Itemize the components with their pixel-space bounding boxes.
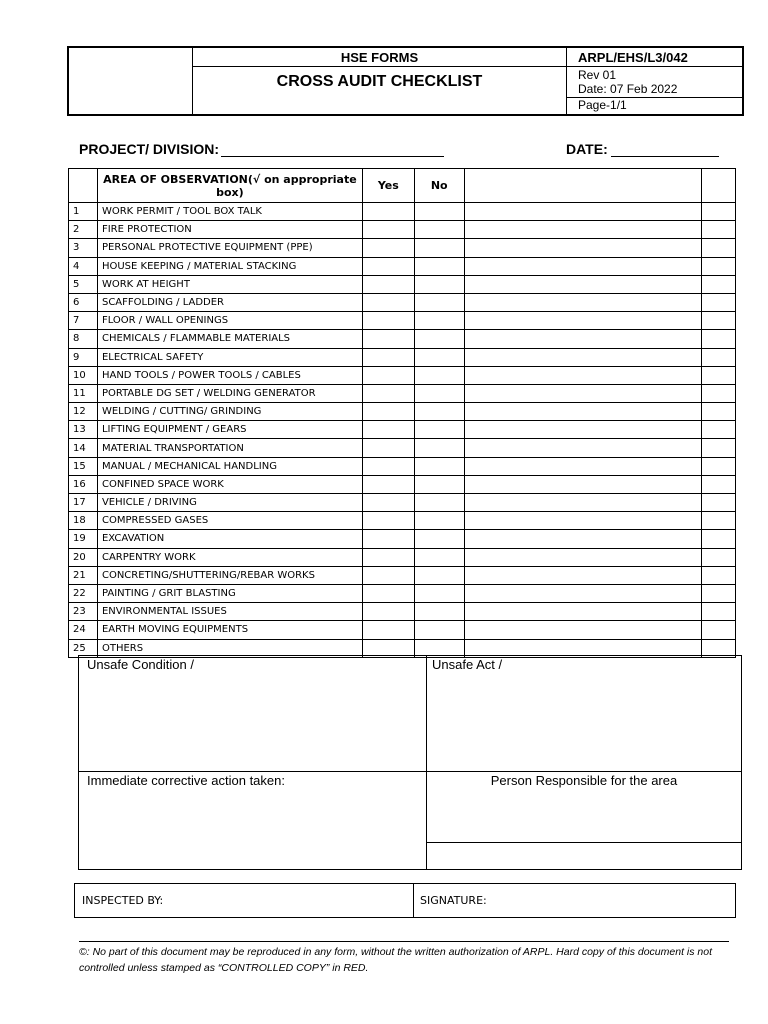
row-number: 24 [69,621,98,639]
project-division-field[interactable] [221,156,444,157]
extra-cell[interactable] [702,221,736,239]
no-checkbox[interactable] [414,403,464,421]
extra-cell[interactable] [702,330,736,348]
extra-cell[interactable] [702,530,736,548]
no-checkbox[interactable] [414,312,464,330]
row-number: 20 [69,548,98,566]
no-checkbox[interactable] [414,421,464,439]
revision: Rev 01 [578,68,617,82]
row-number: 3 [69,239,98,257]
row-area: PERSONAL PROTECTIVE EQUIPMENT (PPE) [97,239,362,257]
row-number: 11 [69,384,98,402]
page-number: Page-1/1 [578,98,627,112]
row-number: 8 [69,330,98,348]
project-division-label: PROJECT/ DIVISION: [79,141,220,157]
remarks-cell[interactable] [464,257,701,275]
extra-cell[interactable] [702,366,736,384]
checklist-row [69,530,736,548]
checklist-row [69,421,736,439]
checklist-row [69,548,736,566]
checklist-row [69,312,736,330]
yes-checkbox[interactable] [362,457,414,475]
no-checkbox[interactable] [414,530,464,548]
remarks-cell[interactable] [464,584,701,602]
yes-checkbox[interactable] [362,221,414,239]
document-code: ARPL/EHS/L3/042 [567,48,742,67]
row-area: LIFTING EQUIPMENT / GEARS [97,421,362,439]
row-number: 10 [69,366,98,384]
remarks-cell[interactable] [464,512,701,530]
checklist-row [69,457,736,475]
checklist-row [69,584,736,602]
checklist-row [69,384,736,402]
corrective-action-label: Immediate corrective action taken: [87,773,285,788]
yes-checkbox[interactable] [362,203,414,221]
no-checkbox[interactable] [414,584,464,602]
no-checkbox[interactable] [414,566,464,584]
extra-cell[interactable] [702,512,736,530]
observation-boxes [78,655,742,870]
row-area: VEHICLE / DRIVING [97,494,362,512]
no-checkbox[interactable] [414,548,464,566]
row-area: MATERIAL TRANSPORTATION [97,439,362,457]
row-number: 16 [69,475,98,493]
yes-checkbox[interactable] [362,330,414,348]
yes-checkbox[interactable] [362,403,414,421]
row-area: ENVIRONMENTAL ISSUES [97,603,362,621]
row-area: CARPENTRY WORK [97,548,362,566]
revision-date: Date: 07 Feb 2022 [578,82,678,96]
extra-cell[interactable] [702,293,736,311]
row-area: COMPRESSED GASES [97,512,362,530]
remarks-cell[interactable] [464,603,701,621]
no-checkbox[interactable] [414,512,464,530]
row-number: 9 [69,348,98,366]
yes-checkbox[interactable] [362,257,414,275]
unsafe-act-label: Unsafe Act / [432,657,503,672]
remarks-cell[interactable] [464,312,701,330]
remarks-cell[interactable] [464,239,701,257]
row-number: 21 [69,566,98,584]
row-area: CHEMICALS / FLAMMABLE MATERIALS [97,330,362,348]
checklist-row [69,366,736,384]
checklist-row [69,257,736,275]
no-checkbox[interactable] [414,621,464,639]
checklist-row [69,621,736,639]
observation-checklist [68,168,736,658]
extra-cell[interactable] [702,457,736,475]
remarks-cell[interactable] [464,403,701,421]
copyright-notice: ©: No part of this document may be reproduced in any form, without the written authorization of ARPL. Hard copy of this document is not controlled unless stamped as “CONTROLLED COPY” in RED. [79,946,712,974]
checklist-row [69,275,736,293]
row-area: WORK PERMIT / TOOL BOX TALK [97,203,362,221]
no-checkbox[interactable] [414,221,464,239]
no-checkbox[interactable] [414,475,464,493]
yes-checkbox[interactable] [362,366,414,384]
row-number: 14 [69,439,98,457]
checklist-row [69,566,736,584]
row-number: 13 [69,421,98,439]
revision-block [567,67,742,98]
remarks-cell[interactable] [464,203,701,221]
extra-cell[interactable] [702,403,736,421]
yes-checkbox[interactable] [362,293,414,311]
row-number: 2 [69,221,98,239]
form-category: HSE FORMS [193,48,566,67]
no-checkbox[interactable] [414,275,464,293]
yes-checkbox[interactable] [362,548,414,566]
no-checkbox[interactable] [414,239,464,257]
checklist-row [69,403,736,421]
row-number: 25 [69,639,98,657]
row-number: 4 [69,257,98,275]
row-area: CONFINED SPACE WORK [97,475,362,493]
row-area: FIRE PROTECTION [97,221,362,239]
row-number: 18 [69,512,98,530]
header-title-block [193,48,567,114]
no-checkbox[interactable] [414,257,464,275]
remarks-cell[interactable] [464,330,701,348]
remarks-cell[interactable] [464,421,701,439]
extra-cell[interactable] [702,421,736,439]
person-responsible-label: Person Responsible for the area [490,773,678,788]
no-checkbox[interactable] [414,384,464,402]
row-area: ELECTRICAL SAFETY [97,348,362,366]
no-checkbox[interactable] [414,366,464,384]
remarks-cell[interactable] [464,548,701,566]
row-area: HOUSE KEEPING / MATERIAL STACKING [97,257,362,275]
logo-cell [69,48,193,114]
document-title: CROSS AUDIT CHECKLIST [276,73,483,90]
checklist-row [69,512,736,530]
yes-checkbox[interactable] [362,494,414,512]
header-area: AREA OF OBSERVATION(√ on appropriate box) [97,169,362,203]
row-area: PORTABLE DG SET / WELDING GENERATOR [97,384,362,402]
checklist-row [69,330,736,348]
checklist-row [69,203,736,221]
remarks-cell[interactable] [464,366,701,384]
extra-cell[interactable] [702,257,736,275]
checklist-row [69,439,736,457]
yes-checkbox[interactable] [362,584,414,602]
extra-cell[interactable] [702,203,736,221]
no-checkbox[interactable] [414,293,464,311]
row-area: FLOOR / WALL OPENINGS [97,312,362,330]
row-area: OTHERS [97,639,362,657]
remarks-cell[interactable] [464,293,701,311]
row-area: PAINTING / GRIT BLASTING [97,584,362,602]
inspection-box [74,883,736,918]
row-area: WORK AT HEIGHT [97,275,362,293]
remarks-cell[interactable] [464,621,701,639]
yes-checkbox[interactable] [362,384,414,402]
yes-checkbox[interactable] [362,475,414,493]
row-area: EARTH MOVING EQUIPMENTS [97,621,362,639]
extra-cell[interactable] [702,275,736,293]
yes-checkbox[interactable] [362,275,414,293]
extra-cell[interactable] [702,566,736,584]
row-area: MANUAL / MECHANICAL HANDLING [97,457,362,475]
remarks-cell[interactable] [464,457,701,475]
footer-rule [79,941,729,942]
remarks-cell[interactable] [464,384,701,402]
yes-checkbox[interactable] [362,239,414,257]
checklist-row [69,239,736,257]
inspected-by-label: INSPECTED BY: [82,894,164,907]
extra-cell[interactable] [702,475,736,493]
header-number [69,169,98,203]
date-label: DATE: [566,141,608,157]
row-area: HAND TOOLS / POWER TOOLS / CABLES [97,366,362,384]
row-area: EXCAVATION [97,530,362,548]
extra-cell[interactable] [702,603,736,621]
no-checkbox[interactable] [414,203,464,221]
row-number: 12 [69,403,98,421]
checklist-row [69,348,736,366]
row-number: 17 [69,494,98,512]
yes-checkbox[interactable] [362,512,414,530]
row-number: 15 [69,457,98,475]
checklist-row [69,293,736,311]
remarks-cell[interactable] [464,275,701,293]
extra-cell[interactable] [702,439,736,457]
checklist-row [69,603,736,621]
row-number: 6 [69,293,98,311]
no-checkbox[interactable] [414,330,464,348]
checklist-row [69,475,736,493]
yes-checkbox[interactable] [362,566,414,584]
row-area: WELDING / CUTTING/ GRINDING [97,403,362,421]
header-extra [702,169,736,203]
yes-checkbox[interactable] [362,621,414,639]
extra-cell[interactable] [702,384,736,402]
row-number: 5 [69,275,98,293]
yes-checkbox[interactable] [362,530,414,548]
no-checkbox[interactable] [414,439,464,457]
yes-checkbox[interactable] [362,603,414,621]
extra-cell[interactable] [702,621,736,639]
date-field[interactable] [611,156,719,157]
row-number: 23 [69,603,98,621]
remarks-cell[interactable] [464,494,701,512]
no-checkbox[interactable] [414,494,464,512]
extra-cell[interactable] [702,494,736,512]
yes-checkbox[interactable] [362,439,414,457]
remarks-cell[interactable] [464,439,701,457]
signature-label: SIGNATURE: [420,894,487,907]
checklist-row [69,494,736,512]
remarks-cell[interactable] [464,221,701,239]
document-header [67,46,744,116]
checklist-row [69,221,736,239]
header-yes: Yes [362,169,414,203]
no-checkbox[interactable] [414,457,464,475]
extra-cell[interactable] [702,312,736,330]
row-area: CONCRETING/SHUTTERING/REBAR WORKS [97,566,362,584]
no-checkbox[interactable] [414,348,464,366]
extra-cell[interactable] [702,584,736,602]
yes-checkbox[interactable] [362,312,414,330]
header-remarks [464,169,701,203]
document-meta [567,48,742,114]
remarks-cell[interactable] [464,566,701,584]
row-number: 22 [69,584,98,602]
row-area: SCAFFOLDING / LADDER [97,293,362,311]
yes-checkbox[interactable] [362,348,414,366]
extra-cell[interactable] [702,239,736,257]
row-number: 1 [69,203,98,221]
unsafe-condition-label: Unsafe Condition / [87,657,194,672]
yes-checkbox[interactable] [362,421,414,439]
row-number: 7 [69,312,98,330]
remarks-cell[interactable] [464,348,701,366]
header-no: No [414,169,464,203]
extra-cell[interactable] [702,548,736,566]
extra-cell[interactable] [702,348,736,366]
remarks-cell[interactable] [464,530,701,548]
remarks-cell[interactable] [464,475,701,493]
row-number: 19 [69,530,98,548]
no-checkbox[interactable] [414,603,464,621]
